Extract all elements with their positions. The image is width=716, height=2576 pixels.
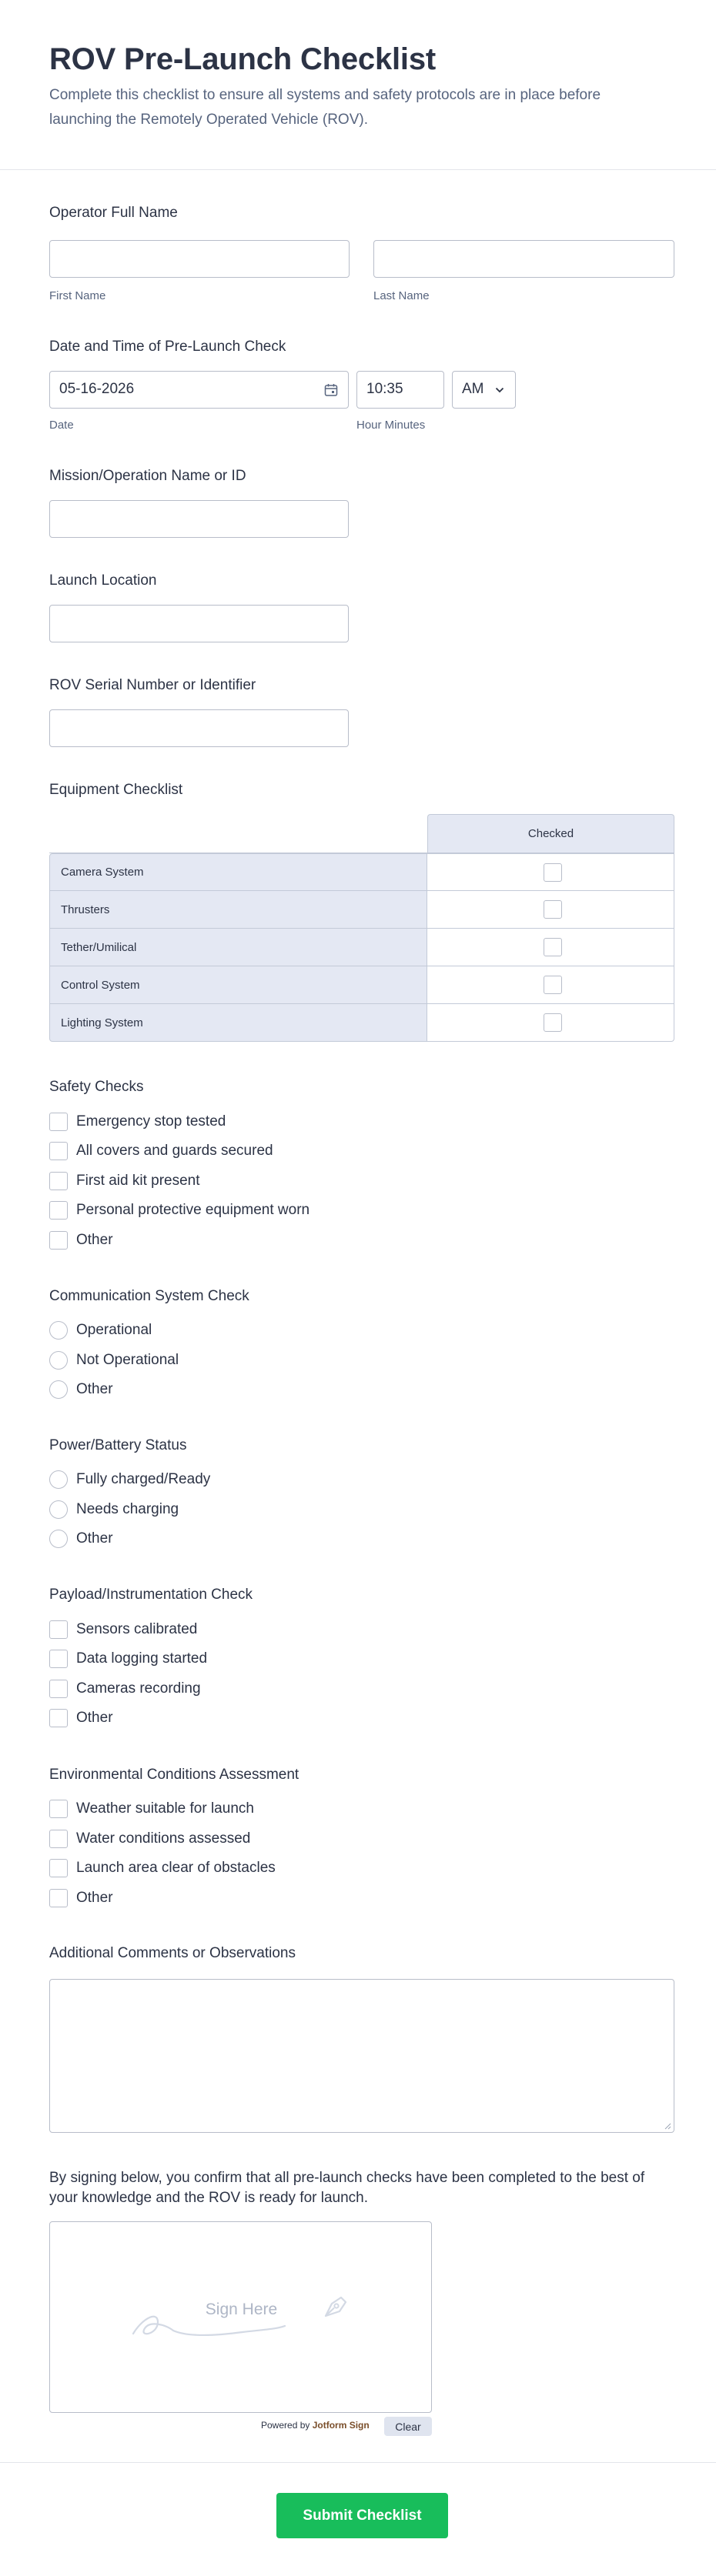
matrix-cell (427, 853, 674, 891)
powered-prefix: Powered by (261, 2420, 313, 2431)
equipment-matrix (49, 814, 674, 1045)
checkbox[interactable] (49, 1113, 68, 1131)
matrix-row-lighting (49, 1004, 674, 1042)
matrix-checkbox[interactable] (544, 1013, 562, 1032)
radio[interactable] (49, 1530, 68, 1548)
matrix-row-label: Tether/Umilical (49, 929, 427, 966)
form-subtitle: Complete this checklist to ensure all systems and safety protocols are in place before launching the Remotely Operated Vehicle (ROV). (49, 87, 601, 128)
location-label: Launch Location (49, 572, 157, 589)
option-label: Other (76, 1381, 113, 1397)
option-label: Personal protective equipment worn (76, 1202, 310, 1218)
checkbox[interactable] (49, 1709, 68, 1727)
ampm-select[interactable] (452, 371, 516, 409)
checkbox[interactable] (49, 1800, 68, 1818)
time-sublabel: Hour Minutes (356, 419, 426, 432)
option-label: Sensors calibrated (76, 1621, 198, 1637)
checkbox[interactable] (49, 1859, 68, 1877)
checkbox[interactable] (49, 1680, 68, 1698)
calendar-icon[interactable] (323, 382, 339, 398)
last-name-sublabel: Last Name (373, 289, 430, 302)
checkbox[interactable] (49, 1650, 68, 1668)
mission-input[interactable] (49, 500, 349, 538)
option-label: Launch area clear of obstacles (76, 1860, 276, 1876)
location-input[interactable] (49, 605, 349, 642)
option-label: First aid kit present (76, 1173, 200, 1189)
operator-name-label: Operator Full Name (49, 205, 178, 221)
power-label: Power/Battery Status (49, 1437, 187, 1453)
radio[interactable] (49, 1500, 68, 1519)
radio[interactable] (49, 1351, 68, 1370)
matrix-checkbox[interactable] (544, 938, 562, 956)
signature-scribble-icon (127, 2295, 343, 2341)
checkbox[interactable] (49, 1201, 68, 1220)
checkbox[interactable] (49, 1620, 68, 1639)
ampm-value: AM (462, 381, 484, 397)
checkbox[interactable] (49, 1830, 68, 1848)
option-label: Cameras recording (76, 1680, 201, 1697)
sign-here-placeholder: Sign Here (205, 2301, 278, 2318)
serial-input[interactable] (49, 709, 349, 747)
matrix-row-thrusters (49, 891, 674, 929)
option-label: Water conditions assessed (76, 1830, 251, 1847)
matrix-checkbox[interactable] (544, 976, 562, 994)
time-input[interactable] (356, 371, 444, 409)
signature-label: By signing below, you confirm that all pre-launch checks have been completed to the best of your knowledge and the ROV is ready for launch. (49, 2170, 645, 2206)
matrix-cell (427, 891, 674, 929)
matrix-row-camera (49, 853, 674, 890)
chevron-down-icon (495, 386, 504, 394)
option-label: All covers and guards secured (76, 1143, 273, 1159)
matrix-cell (427, 1004, 674, 1042)
form-header (0, 0, 716, 170)
matrix-row-control (49, 966, 674, 1004)
clear-signature-button[interactable]: Clear (384, 2417, 432, 2436)
option-label: Other (76, 1890, 113, 1906)
comments-label: Additional Comments or Observations (49, 1945, 296, 1961)
matrix-row-tether (49, 929, 674, 966)
date-sublabel: Date (49, 419, 74, 432)
last-name-input[interactable] (373, 240, 674, 278)
option-label: Needs charging (76, 1501, 179, 1517)
option-label: Other (76, 1232, 113, 1248)
matrix-row-label: Camera System (49, 853, 427, 891)
option-label: Operational (76, 1322, 152, 1338)
option-label: Fully charged/Ready (76, 1471, 211, 1487)
option-label: Other (76, 1710, 113, 1726)
safety-label: Safety Checks (49, 1079, 144, 1095)
matrix-cell (427, 966, 674, 1004)
matrix-checkbox[interactable] (544, 863, 562, 882)
matrix-cell (427, 929, 674, 966)
checkbox[interactable] (49, 1231, 68, 1250)
first-name-input[interactable] (49, 240, 350, 278)
time-value: 10:35 (366, 381, 403, 397)
equipment-label: Equipment Checklist (49, 782, 183, 798)
matrix-row-label: Thrusters (49, 891, 427, 929)
option-label: Data logging started (76, 1650, 208, 1667)
option-label: Other (76, 1530, 113, 1547)
option-label: Emergency stop tested (76, 1113, 226, 1130)
option-label: Not Operational (76, 1352, 179, 1368)
matrix-column-checked: Checked (427, 814, 674, 853)
first-name-sublabel: First Name (49, 289, 106, 302)
submit-button[interactable]: Submit Checklist (276, 2493, 448, 2538)
environment-label: Environmental Conditions Assessment (49, 1767, 299, 1783)
checkbox[interactable] (49, 1142, 68, 1160)
payload-label: Payload/Instrumentation Check (49, 1587, 253, 1603)
date-value: 05-16-2026 (59, 381, 135, 397)
matrix-checkbox[interactable] (544, 900, 562, 919)
checkbox[interactable] (49, 1172, 68, 1190)
date-input[interactable] (49, 371, 349, 409)
pen-icon (320, 2293, 350, 2324)
matrix-row-label: Control System (49, 966, 427, 1004)
radio[interactable] (49, 1321, 68, 1340)
mission-label: Mission/Operation Name or ID (49, 468, 246, 484)
signature-pad[interactable] (49, 2221, 432, 2413)
comms-label: Communication System Check (49, 1288, 249, 1304)
powered-brand: Jotform Sign (312, 2420, 370, 2431)
datetime-label: Date and Time of Pre-Launch Check (49, 339, 286, 355)
checkbox[interactable] (49, 1889, 68, 1907)
option-label: Weather suitable for launch (76, 1800, 254, 1817)
radio[interactable] (49, 1380, 68, 1399)
form-title: ROV Pre-Launch Checklist (49, 42, 436, 76)
comments-textarea[interactable] (49, 1979, 674, 2133)
resize-handle-icon[interactable] (664, 2123, 671, 2130)
powered-by (261, 2420, 370, 2431)
radio[interactable] (49, 1470, 68, 1489)
serial-label: ROV Serial Number or Identifier (49, 677, 256, 693)
matrix-row-label: Lighting System (49, 1004, 427, 1042)
